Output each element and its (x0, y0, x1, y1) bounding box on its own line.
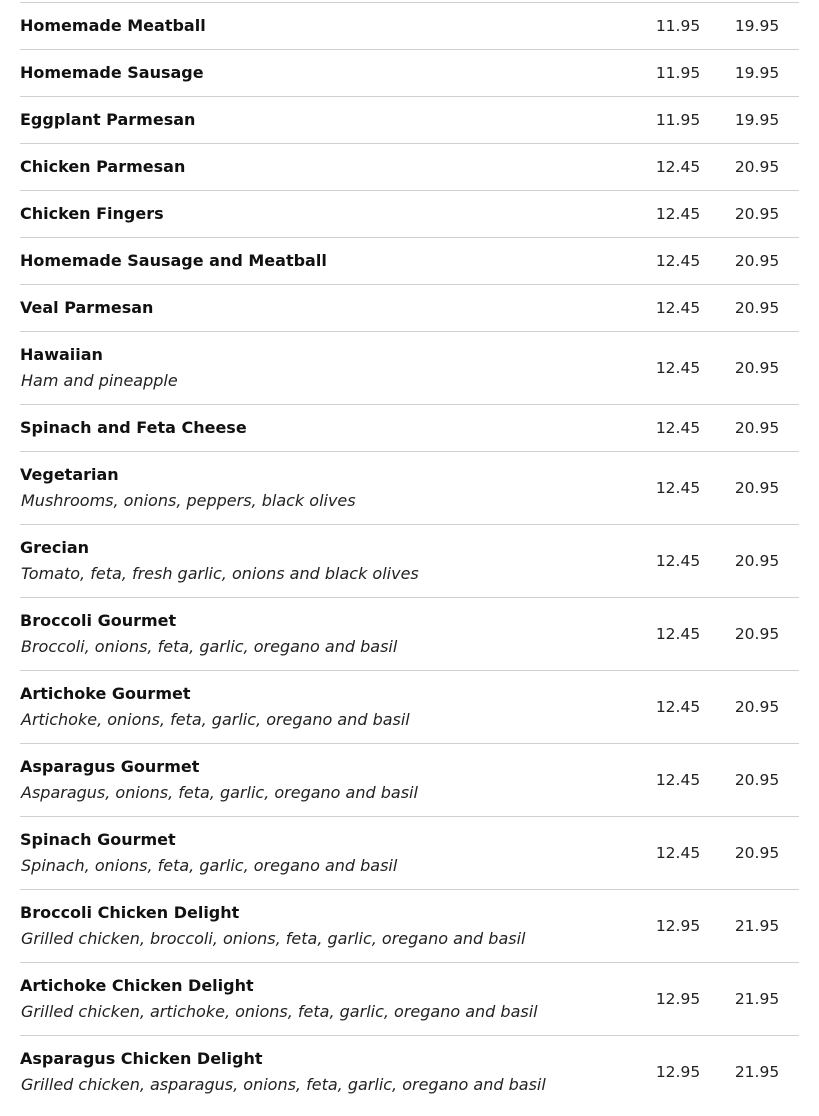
item-name: Broccoli Chicken Delight (20, 903, 240, 922)
price-small: 11.95 (655, 17, 701, 35)
price-small: 12.45 (655, 771, 701, 789)
price-large: 20.95 (734, 625, 780, 643)
menu-list (20, 2, 799, 1116)
price-small: 12.45 (655, 419, 701, 437)
price-large: 20.95 (734, 299, 780, 317)
item-name: Eggplant Parmesan (20, 110, 196, 129)
item-description: Artichoke, onions, feta, garlic, oregano and basil (21, 710, 410, 729)
menu-item (20, 3, 799, 50)
price-large: 20.95 (734, 771, 780, 789)
item-name: Homemade Sausage and Meatball (20, 251, 327, 270)
item-name: Spinach Gourmet (20, 830, 176, 849)
price-large: 21.95 (734, 917, 780, 935)
menu-item (20, 890, 799, 963)
item-name: Artichoke Chicken Delight (20, 976, 254, 995)
menu-item (20, 405, 799, 452)
item-description: Broccoli, onions, feta, garlic, oregano and basil (21, 637, 398, 656)
item-description: Grilled chicken, broccoli, onions, feta, garlic, oregano and basil (21, 929, 526, 948)
item-name: Homemade Sausage (20, 63, 204, 82)
item-name: Asparagus Gourmet (20, 757, 200, 776)
item-description: Spinach, onions, feta, garlic, oregano and basil (21, 856, 398, 875)
item-description: Mushrooms, onions, peppers, black olives (21, 491, 356, 510)
item-description: Grilled chicken, artichoke, onions, feta, garlic, oregano and basil (21, 1002, 538, 1021)
menu-item (20, 452, 799, 525)
menu-item (20, 1036, 799, 1116)
item-name: Chicken Parmesan (20, 157, 186, 176)
price-large: 20.95 (734, 844, 780, 862)
item-name: Vegetarian (20, 465, 119, 484)
price-large: 20.95 (734, 158, 780, 176)
price-small: 12.45 (655, 205, 701, 223)
menu-item (20, 671, 799, 744)
price-small: 12.95 (655, 990, 701, 1008)
price-large: 21.95 (734, 990, 780, 1008)
item-name: Veal Parmesan (20, 298, 154, 317)
item-description: Grilled chicken, asparagus, onions, feta, garlic, oregano and basil (21, 1075, 546, 1094)
item-description: Tomato, feta, fresh garlic, onions and black olives (21, 564, 419, 583)
item-name: Artichoke Gourmet (20, 684, 191, 703)
price-large: 20.95 (734, 205, 780, 223)
price-small: 12.45 (655, 698, 701, 716)
menu-item (20, 97, 799, 144)
item-description: Asparagus, onions, feta, garlic, oregano and basil (21, 783, 418, 802)
item-name: Homemade Meatball (20, 16, 206, 35)
price-large: 20.95 (734, 552, 780, 570)
menu-item (20, 744, 799, 817)
price-large: 20.95 (734, 252, 780, 270)
menu-item (20, 285, 799, 332)
price-large: 20.95 (734, 479, 780, 497)
item-name: Spinach and Feta Cheese (20, 418, 247, 437)
menu-item (20, 817, 799, 890)
price-small: 11.95 (655, 111, 701, 129)
menu-item (20, 525, 799, 598)
menu-item (20, 332, 799, 405)
menu-item (20, 598, 799, 671)
item-name: Asparagus Chicken Delight (20, 1049, 263, 1068)
price-large: 21.95 (734, 1063, 780, 1081)
price-large: 19.95 (734, 111, 780, 129)
item-description: Ham and pineapple (21, 371, 178, 390)
price-small: 12.45 (655, 299, 701, 317)
price-small: 12.45 (655, 359, 701, 377)
menu-item (20, 238, 799, 285)
menu-item (20, 963, 799, 1036)
item-name: Chicken Fingers (20, 204, 164, 223)
price-large: 20.95 (734, 698, 780, 716)
price-large: 20.95 (734, 359, 780, 377)
price-small: 12.45 (655, 158, 701, 176)
item-name: Hawaiian (20, 345, 103, 364)
menu-item (20, 50, 799, 97)
price-large: 19.95 (734, 64, 780, 82)
menu-item (20, 144, 799, 191)
price-small: 11.95 (655, 64, 701, 82)
price-large: 20.95 (734, 419, 780, 437)
item-name: Broccoli Gourmet (20, 611, 177, 630)
price-small: 12.45 (655, 625, 701, 643)
menu-item (20, 191, 799, 238)
price-small: 12.95 (655, 917, 701, 935)
price-small: 12.45 (655, 252, 701, 270)
price-large: 19.95 (734, 17, 780, 35)
item-name: Grecian (20, 538, 90, 557)
price-small: 12.45 (655, 552, 701, 570)
price-small: 12.45 (655, 844, 701, 862)
price-small: 12.95 (655, 1063, 701, 1081)
price-small: 12.45 (655, 479, 701, 497)
